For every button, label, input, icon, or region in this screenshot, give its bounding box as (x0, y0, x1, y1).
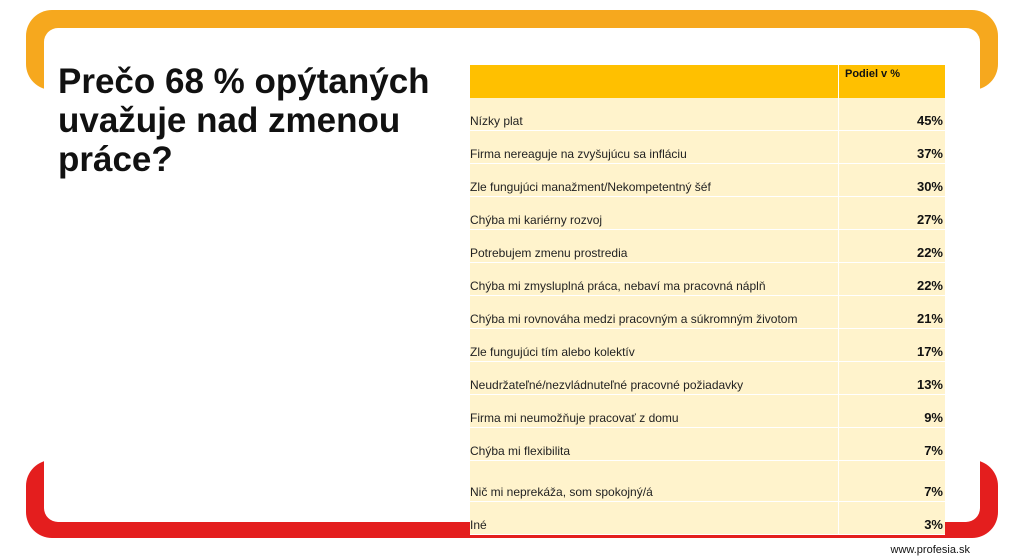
table-row (470, 296, 945, 329)
row-value: 30% (839, 164, 946, 197)
table-row (470, 461, 945, 502)
page-title: Prečo 68 % opýtaných uvažuje nad zmenou práce? (58, 62, 430, 179)
row-label: Firma nereaguje na zvyšujúcu sa infláciu (470, 131, 839, 164)
table-row (470, 98, 945, 131)
table-row (470, 131, 945, 164)
row-label: Zle fungujúci tím alebo kolektív (470, 329, 839, 362)
table-row (470, 428, 945, 461)
results-table (470, 65, 945, 535)
row-value: 9% (839, 395, 946, 428)
table-header-row (470, 65, 945, 98)
table-row (470, 502, 945, 535)
row-value: 45% (839, 98, 946, 131)
table-header-value-cell: Podiel v % (839, 65, 946, 98)
row-value: 13% (839, 362, 946, 395)
row-label: Nič mi neprekáža, som spokojný/á (470, 461, 839, 502)
row-label: Chýba mi kariérny rozvoj (470, 197, 839, 230)
row-label: Neudržateľné/nezvládnuteľné pracovné požiadavky (470, 362, 839, 395)
table-row (470, 197, 945, 230)
row-value: 37% (839, 131, 946, 164)
row-value: 22% (839, 263, 946, 296)
row-label: Chýba mi flexibilita (470, 428, 839, 461)
row-value: 21% (839, 296, 946, 329)
row-label: Nízky plat (470, 98, 839, 131)
row-label: Chýba mi zmysluplná práca, nebaví ma pracovná náplň (470, 263, 839, 296)
table-row (470, 329, 945, 362)
table-header-label-cell (470, 65, 839, 98)
row-label: Zle fungujúci manažment/Nekompetentný šéf (470, 164, 839, 197)
row-label: Iné (470, 502, 839, 535)
source-url: www.profesia.sk (890, 544, 970, 556)
row-value: 17% (839, 329, 946, 362)
table-row (470, 263, 945, 296)
table-row (470, 164, 945, 197)
row-value: 27% (839, 197, 946, 230)
table-row (470, 395, 945, 428)
table-row (470, 230, 945, 263)
row-label: Potrebujem zmenu prostredia (470, 230, 839, 263)
row-value: 22% (839, 230, 946, 263)
row-value: 7% (839, 428, 946, 461)
row-label: Chýba mi rovnováha medzi pracovným a súkromným životom (470, 296, 839, 329)
row-label: Firma mi neumožňuje pracovať z domu (470, 395, 839, 428)
row-value: 7% (839, 461, 946, 502)
row-value: 3% (839, 502, 946, 535)
table-row (470, 362, 945, 395)
